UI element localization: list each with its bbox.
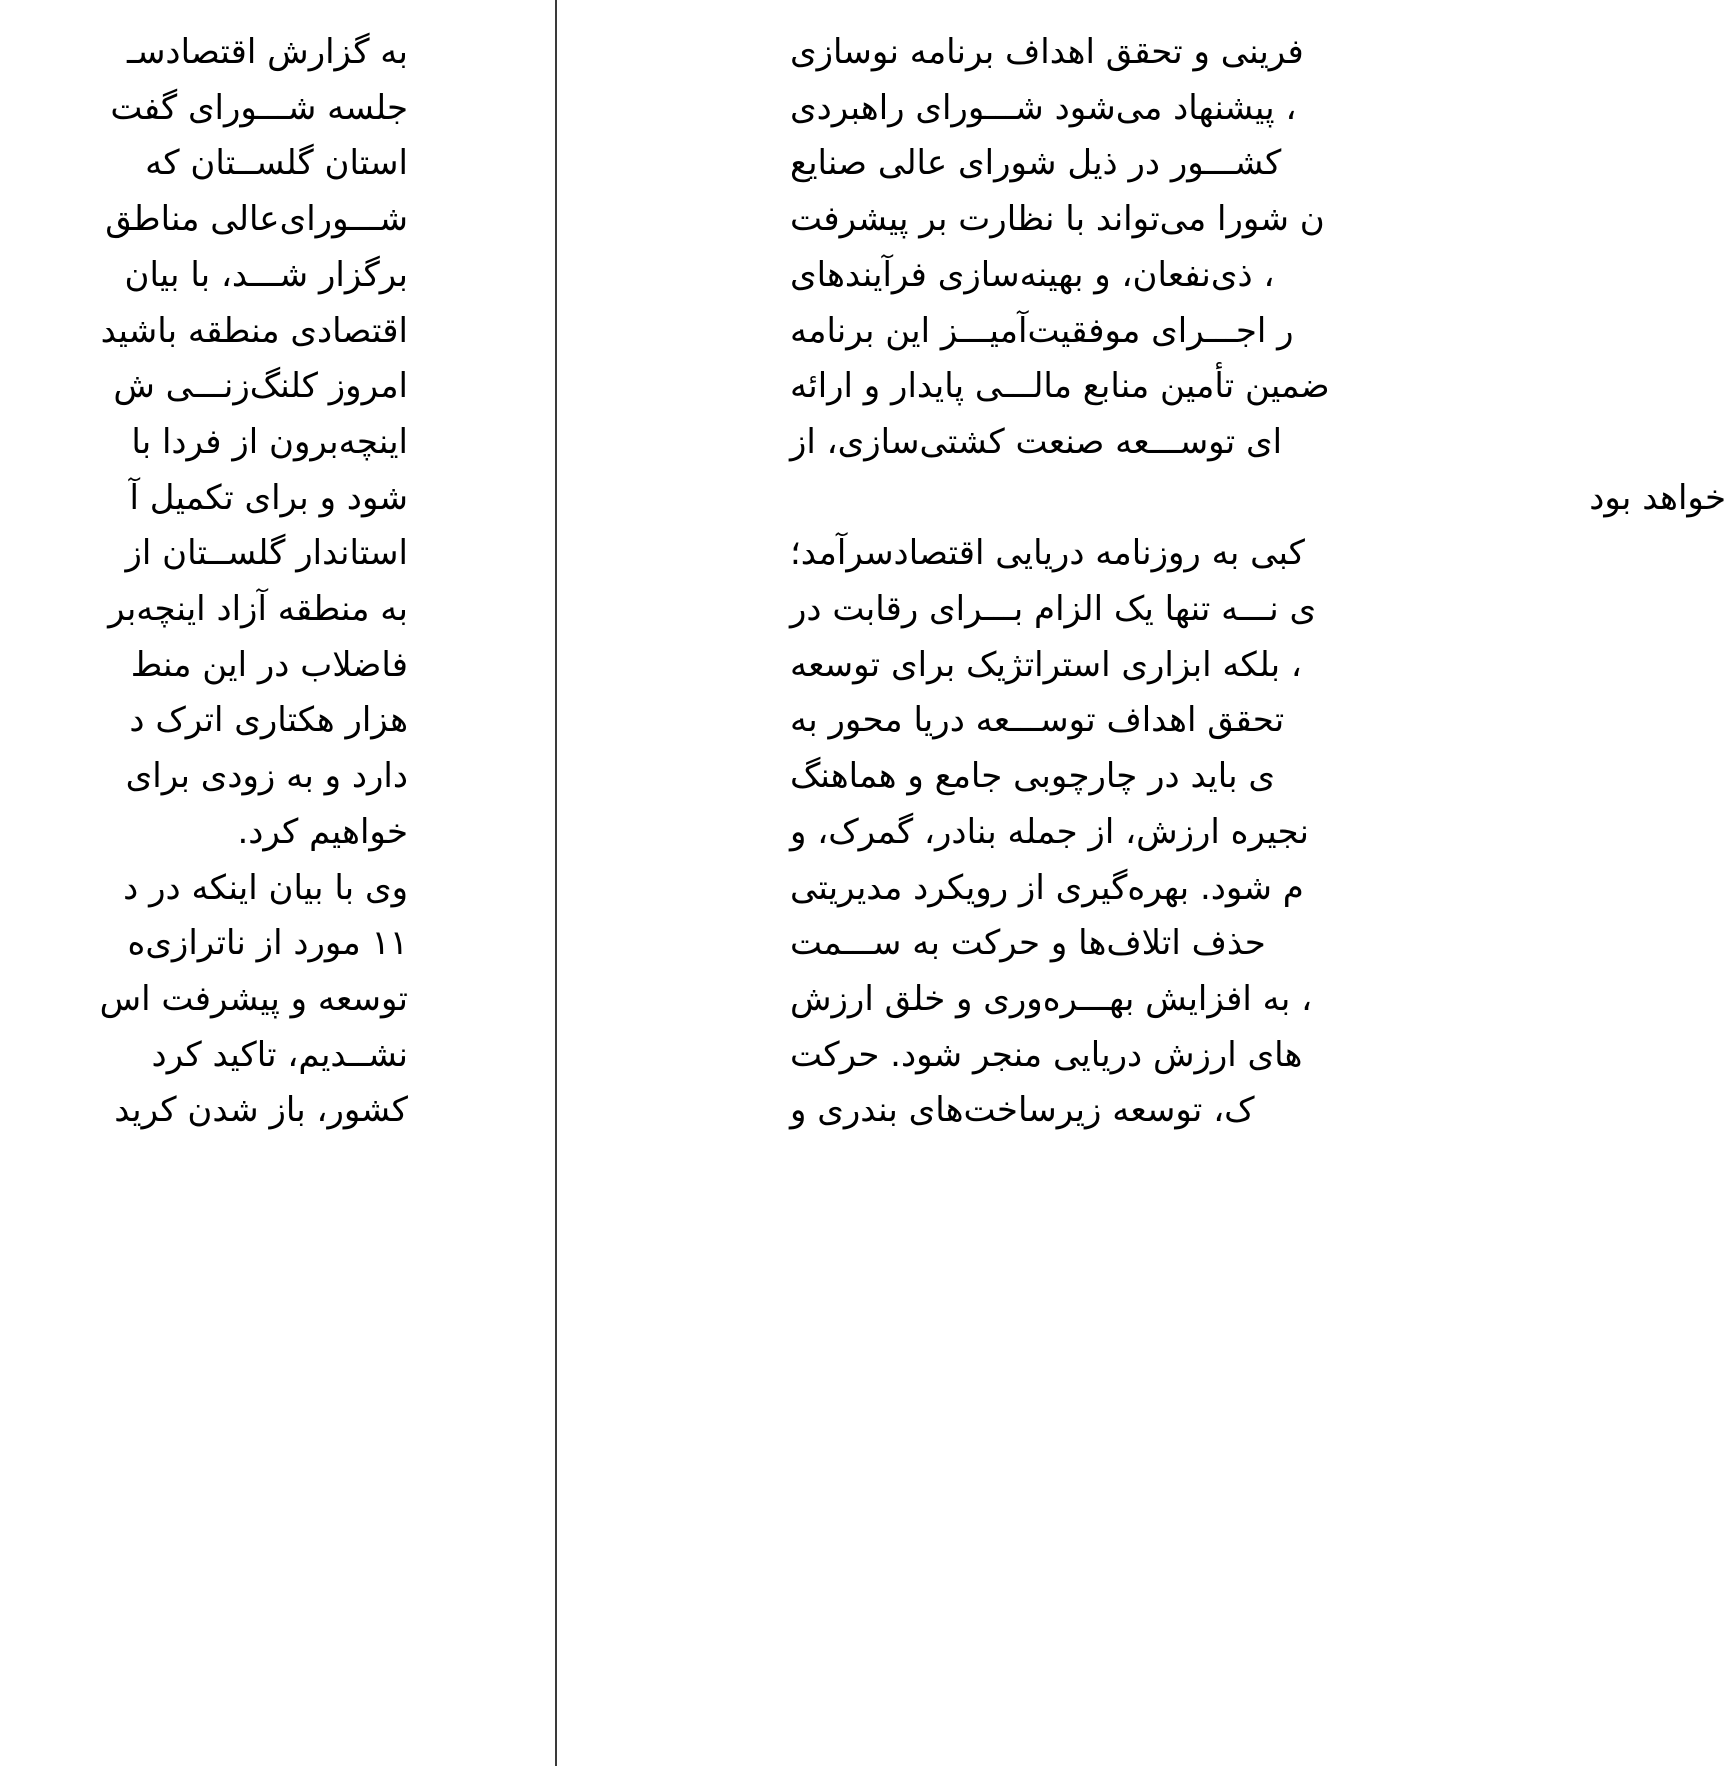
right-column-line: ، بلکه ابزاری استراتژیک برای توسعه — [790, 644, 1302, 685]
left-column-line: به منطقه آزاد اینچه‌بر — [108, 589, 408, 629]
right-column-line: ی نـــه تنها یک الزام بـــرای رقابت در — [790, 589, 1317, 629]
right-column-line: ، ذی‌نفعان، و بهینه‌سازی فرآیندهای — [790, 254, 1275, 295]
right-column-line: ر اجـــرای موفقیت‌آمیـــز این برنامه — [790, 310, 1294, 351]
left-column-line: استاندار گلســتان از — [125, 533, 408, 574]
left-column-line: توسعه و پیشرفت اس — [99, 978, 408, 1019]
right-column-line: ضمین تأمین منابع مالـــی پایدار و ارائه — [790, 366, 1330, 407]
right-column-line: ، به افزایش بهـــره‌وری و خلق ارزش — [790, 978, 1313, 1019]
left-column-line: دارد و به زودی برای — [125, 756, 408, 797]
right-column-line: فرینی و تحقق اهداف برنامه نوسازی — [790, 32, 1304, 72]
right-column-line: ای توســـعه صنعت کشتی‌سازی، از — [790, 421, 1283, 462]
right-column-line: تحقق اهداف توســـعه دریا محور به — [790, 700, 1285, 741]
right-column-line: خواهد بود — [1589, 477, 1726, 518]
left-column-line: شود و برای تکمیل آ — [129, 477, 408, 518]
right-column-line: ک، توسعه زیرساخت‌های بندری و — [790, 1090, 1255, 1131]
left-column-line: امروز کلنگ‌زنـــی ش — [113, 366, 408, 407]
left-column-line: فاضلاب در این منط — [130, 644, 408, 685]
left-column-line: اینچه‌برون از فردا با — [131, 421, 408, 462]
left-column-line: به گزارش اقتصادسـ — [126, 32, 408, 72]
left-column-line: برگزار شـــد، با بیان — [124, 254, 408, 295]
left-column-line: ۱۱ مورد از ناترازی‌ه — [127, 923, 408, 964]
right-column-line: کبی به روزنامه دریایی اقتصادسرآمد؛ — [790, 533, 1305, 574]
right-column-line: حذف اتلاف‌ها و حرکت به ســـمت — [790, 923, 1266, 964]
left-column-line: استان گلســتان که — [145, 143, 408, 184]
right-column-line: ی باید در چارچوبی جامع و هماهنگ — [790, 756, 1275, 797]
left-column-line: جلسه شـــورای گفت — [110, 87, 408, 128]
left-column-line: نشــدیم، تاکید کرد — [151, 1034, 408, 1075]
right-text-column — [790, 0, 1726, 1766]
right-column-line: ن شورا می‌تواند با نظارت بر پیشرفت — [790, 199, 1325, 240]
right-column-line: کشـــور در ذیل شورای عالی صنایع — [790, 143, 1282, 184]
left-column-line: کشور، باز شدن کرید — [114, 1090, 408, 1131]
right-column-line: نجیره ارزش، از جمله بنادر، گمرک، و — [790, 811, 1309, 852]
left-column-line: وی با بیان اینکه در د — [123, 867, 408, 908]
right-column-line: م شود. بهره‌گیری از رویکرد مدیریتی — [790, 867, 1304, 908]
left-column-line: هزار هکتاری اترک د — [129, 700, 408, 741]
left-column-line: اقتصادی منطقه باشید — [100, 310, 408, 351]
column-divider — [555, 0, 557, 1766]
left-text-column — [0, 0, 408, 1766]
left-column-line: خواهیم کرد. — [237, 811, 408, 852]
left-column-line: شـــورای‌عالی مناطق — [105, 199, 408, 240]
right-column-line: ، پیشنهاد می‌شود شـــورای راهبردی — [790, 87, 1297, 128]
right-column-line: های ارزش دریایی منجر شود. حرکت — [790, 1034, 1303, 1075]
